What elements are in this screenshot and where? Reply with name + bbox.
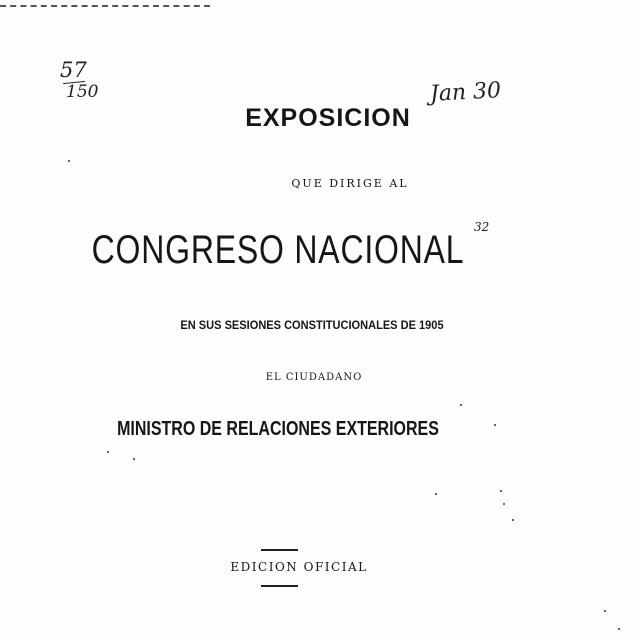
paper-speck [494,424,496,426]
author-heading: MINISTRO DE RELACIONES EXTERIORES [117,418,439,440]
paper-speck [503,503,505,505]
handwritten-number-bottom: 150 [66,82,99,102]
document-title: EXPOSICION [245,104,411,132]
handwritten-catalog-number [60,60,110,101]
addressee-heading: CONGRESO NACIONAL [91,228,465,272]
paper-speck [500,490,502,492]
paper-speck [435,493,437,495]
paper-speck [68,160,70,162]
edition-rule-bottom [261,585,298,587]
paper-speck [618,628,620,630]
top-edge-rule [0,5,210,7]
by-line: EL CIUDADANO [265,372,363,383]
document-subtitle: QUE DIRIGE AL [291,177,409,190]
paper-speck [133,458,135,460]
handwritten-date-note: Jan 30 [429,78,502,107]
paper-speck [460,404,462,406]
handwritten-number-top: 57 [60,58,87,82]
handwritten-page-note: 32 [474,220,490,234]
paper-speck [604,610,606,612]
edition-label: EDICION OFICIAL [230,560,368,574]
paper-speck [512,519,514,521]
sessions-line: EN SUS SESIONES CONSTITUCIONALES DE 1905 [180,318,444,332]
paper-speck [107,451,109,453]
edition-rule-top [261,549,298,551]
